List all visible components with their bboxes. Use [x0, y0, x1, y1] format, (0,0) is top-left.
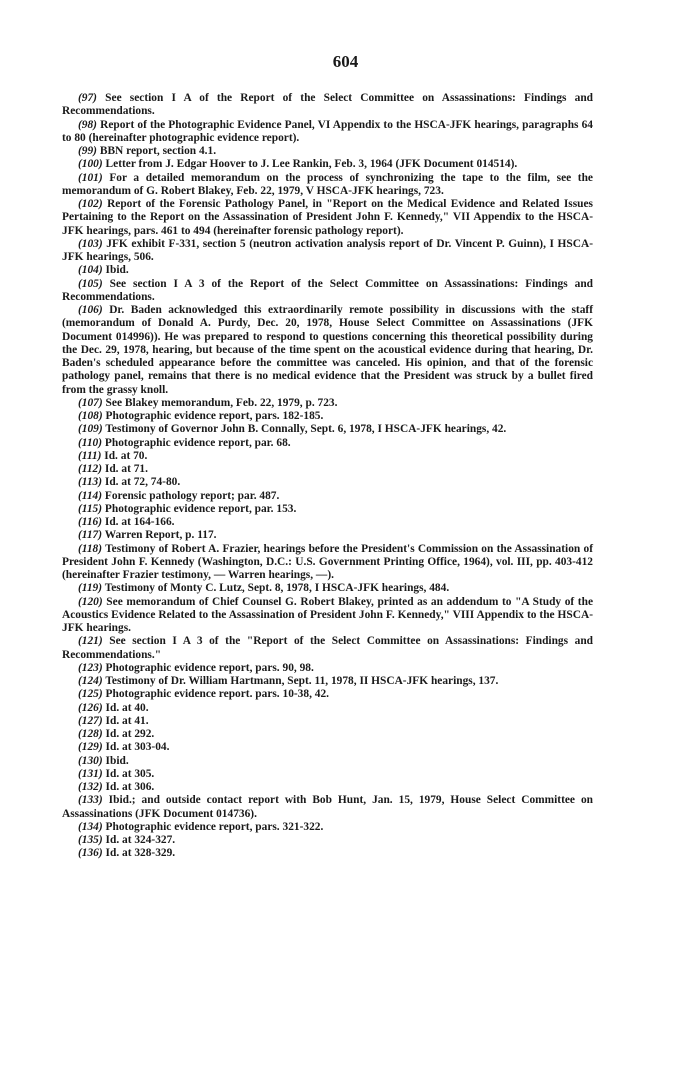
endnote: [62, 145, 593, 158]
endnote: [62, 543, 593, 583]
endnote-number: (124): [78, 675, 103, 687]
endnote-text: See section I A 3 of the "Report of the Select Committee on Assassinations: Findings and Recommendations.": [62, 635, 593, 661]
endnote-text: BBN report, section 4.1.: [99, 145, 217, 157]
endnote-text: Id. at 164-166.: [104, 516, 175, 528]
endnote: [62, 768, 593, 781]
endnote-number: (134): [78, 820, 103, 833]
endnote-text: Report of the Forensic Pathology Panel, in "Report on the Medical Evidence and Related Issues Pertaining to the Report on the Assassination of President John F. Kennedy," VII Appendix to the HSCA-JFK hearings, pars. 461 to 494 (hereinafter forensic pathology report).: [62, 198, 593, 237]
endnote: [62, 238, 593, 265]
endnote-number: (99): [78, 145, 97, 157]
endnote: [62, 503, 593, 516]
endnote-number: (101): [78, 171, 103, 184]
endnote-text: Id. at 303-04.: [105, 741, 170, 754]
endnote-text: Id. at 324-327.: [105, 834, 176, 846]
endnote-number: (132): [78, 781, 103, 793]
endnote-number: (106): [78, 304, 103, 316]
endnote-text: Id. at 305.: [105, 767, 155, 780]
endnote-text: Report of the Photographic Evidence Panel, VI Appendix to the HSCA-JFK hearings, paragraphs 64 to 80 (hereinafter photographic evidence report).: [62, 118, 593, 144]
endnote-number: (110): [78, 436, 103, 449]
endnote-text: Photographic evidence report. pars. 10-38, 42.: [105, 688, 330, 701]
endnote: [62, 450, 593, 463]
endnote-number: (128): [78, 728, 103, 740]
endnote-text: Id. at 40.: [105, 701, 149, 714]
endnote-text: Id. at 70.: [104, 449, 148, 462]
endnote: [62, 119, 593, 146]
endnote: [62, 437, 593, 450]
endnote-text: Testimony of Monty C. Lutz, Sept. 8, 1978, I HSCA-JFK hearings, 484.: [104, 582, 450, 595]
endnote-text: Ibid.; and outside contact report with Bob Hunt, Jan. 15, 1979, House Select Committee on Assassinations (JFK Document 014736).: [62, 794, 593, 820]
endnote-number: (98): [78, 118, 97, 131]
endnote-number: (100): [78, 158, 103, 171]
endnote-number: (133): [78, 794, 103, 807]
endnote: [62, 198, 593, 238]
endnote: [62, 463, 593, 476]
endnote-text: See section I A of the Report of the Select Committee on Assassinations: Findings and Recommendations.: [62, 92, 593, 118]
endnote: [62, 794, 593, 821]
endnote-text: JFK exhibit F-331, section 5 (neutron activation analysis report of Dr. Vincent P. Guinn), I HSCA-JFK hearings, 506.: [62, 237, 593, 263]
endnote: [62, 158, 593, 171]
endnote-text: Letter from J. Edgar Hoover to J. Lee Rankin, Feb. 3, 1964 (JFK Document 014514).: [105, 158, 518, 171]
endnote: [62, 397, 593, 410]
endnote-number: (109): [78, 423, 103, 436]
endnote-number: (125): [78, 688, 103, 701]
endnote-number: (126): [78, 701, 103, 714]
endnote: [62, 728, 593, 741]
endnote-text: Id. at 41.: [105, 714, 149, 727]
endnote-text: Id. at 71.: [104, 463, 148, 475]
endnote-number: (136): [78, 847, 103, 860]
endnote-number: (135): [78, 834, 103, 846]
endnote: [62, 715, 593, 728]
endnote-text: See Blakey memorandum, Feb. 22, 1979, p. 723.: [105, 396, 338, 409]
endnote: [62, 755, 593, 768]
endnote-number: (102): [78, 198, 103, 210]
endnote-number: (118): [78, 542, 103, 555]
endnote-text: Testimony of Dr. William Hartmann, Sept. 11, 1978, II HSCA-JFK hearings, 137.: [105, 675, 499, 687]
endnote: [62, 821, 593, 834]
endnote-number: (108): [78, 410, 103, 422]
endnote-number: (123): [78, 661, 103, 674]
endnote-text: Warren Report, p. 117.: [104, 529, 217, 542]
endnote-text: See section I A 3 of the Report of the Select Committee on Assassinations: Findings and Recommendations.: [62, 277, 593, 303]
endnote: [62, 278, 593, 305]
endnote: [62, 662, 593, 675]
endnote: [62, 304, 593, 397]
endnote: [62, 423, 593, 436]
endnote: [62, 529, 593, 542]
endnote-text: Id. at 306.: [105, 781, 155, 793]
endnote-number: (119): [78, 582, 103, 595]
endnote-number: (117): [78, 529, 103, 542]
endnote-number: (130): [78, 754, 103, 767]
endnote: [62, 741, 593, 754]
endnote: [62, 476, 593, 489]
endnote-text: For a detailed memorandum on the process of synchronizing the tape to the film, see the memorandum of G. Robert Blakey, Feb. 22, 1979, V HSCA-JFK hearings, 723.: [62, 171, 593, 197]
page-number: 604: [332, 52, 359, 71]
endnote-text: Ibid.: [105, 754, 129, 767]
endnote-text: Testimony of Robert A. Frazier, hearings before the President's Commission on the Assassination of President John F. Kennedy (Washington, D.C.: U.S. Government Printing Office, 1964), vol. III, pp. 403-412 (hereinafter Frazier testimony, — Warren hearings, —).: [62, 542, 593, 581]
endnote-text: Forensic pathology report; par. 487.: [104, 489, 280, 502]
endnote: [62, 172, 593, 199]
endnote-text: Photographic evidence report, par. 153.: [104, 502, 297, 515]
endnote: [62, 702, 593, 715]
endnote-text: Photographic evidence report, par. 68.: [104, 436, 291, 449]
endnote: [62, 635, 593, 662]
endnote-number: (105): [78, 277, 103, 290]
endnote: [62, 596, 593, 636]
endnote-number: (97): [78, 92, 97, 104]
endnote: [62, 410, 593, 423]
endnote-text: Ibid.: [105, 264, 129, 277]
endnote-number: (116): [78, 516, 103, 528]
endnote-text: Photographic evidence report, pars. 321-322.: [105, 820, 324, 833]
endnote-number: (129): [78, 741, 103, 754]
endnote: [62, 582, 593, 595]
endnote-number: (131): [78, 767, 103, 780]
endnote-text: Testimony of Governor John B. Connally, Sept. 6, 1978, I HSCA-JFK hearings, 42.: [105, 423, 507, 436]
endnote-number: (115): [78, 502, 103, 515]
endnote: [62, 516, 593, 529]
endnote-text: Id. at 72, 74-80.: [104, 476, 181, 489]
endnotes-list: [62, 92, 593, 861]
endnote-number: (107): [78, 396, 103, 409]
endnote-number: (127): [78, 714, 103, 727]
endnote: [62, 92, 593, 119]
endnote: [62, 847, 593, 860]
endnote-number: (121): [78, 635, 103, 648]
endnote: [62, 834, 593, 847]
endnote: [62, 675, 593, 688]
endnote-number: (114): [78, 489, 103, 502]
endnote: [62, 264, 593, 277]
endnote: [62, 688, 593, 701]
endnote-text: Photographic evidence report, pars. 90, 98.: [105, 661, 314, 674]
endnote-text: Photographic evidence report, pars. 182-185.: [105, 410, 324, 422]
endnote: [62, 490, 593, 503]
endnote-number: (113): [78, 476, 103, 489]
endnote-text: Dr. Baden acknowledged this extraordinarily remote possibility in discussions with the staff (memorandum of Donald A. Purdy, Dec. 20, 1978, House Select Committee on Assassinations (JFK Document 014996)). He was prepared to respond to questions concerning this theoretical possibility during the Dec. 29, 1978, hearing, but because of the time spent on the acoustical evidence during that hearing, Dr. Baden's scheduled appearance before the committee was canceled. His opinion, and that of the forensic pathology panel, remains that there is no medical evidence that the President was struck by a bullet fired from the grassy knoll.: [62, 304, 593, 396]
endnote-number: (112): [78, 463, 103, 475]
endnote-text: See memorandum of Chief Counsel G. Robert Blakey, printed as an addendum to "A Study of the Acoustics Evidence Related to the Assassination of President John F. Kennedy," VIII Appendix to the HSCA-JFK hearings.: [62, 595, 593, 634]
endnote-text: Id. at 328-329.: [105, 847, 176, 860]
endnote-number: (104): [78, 264, 103, 277]
endnote: [62, 781, 593, 794]
endnote-number: (103): [78, 237, 103, 250]
endnote-text: Id. at 292.: [105, 728, 155, 740]
endnote-number: (111): [78, 449, 102, 462]
endnote-number: (120): [78, 595, 103, 608]
